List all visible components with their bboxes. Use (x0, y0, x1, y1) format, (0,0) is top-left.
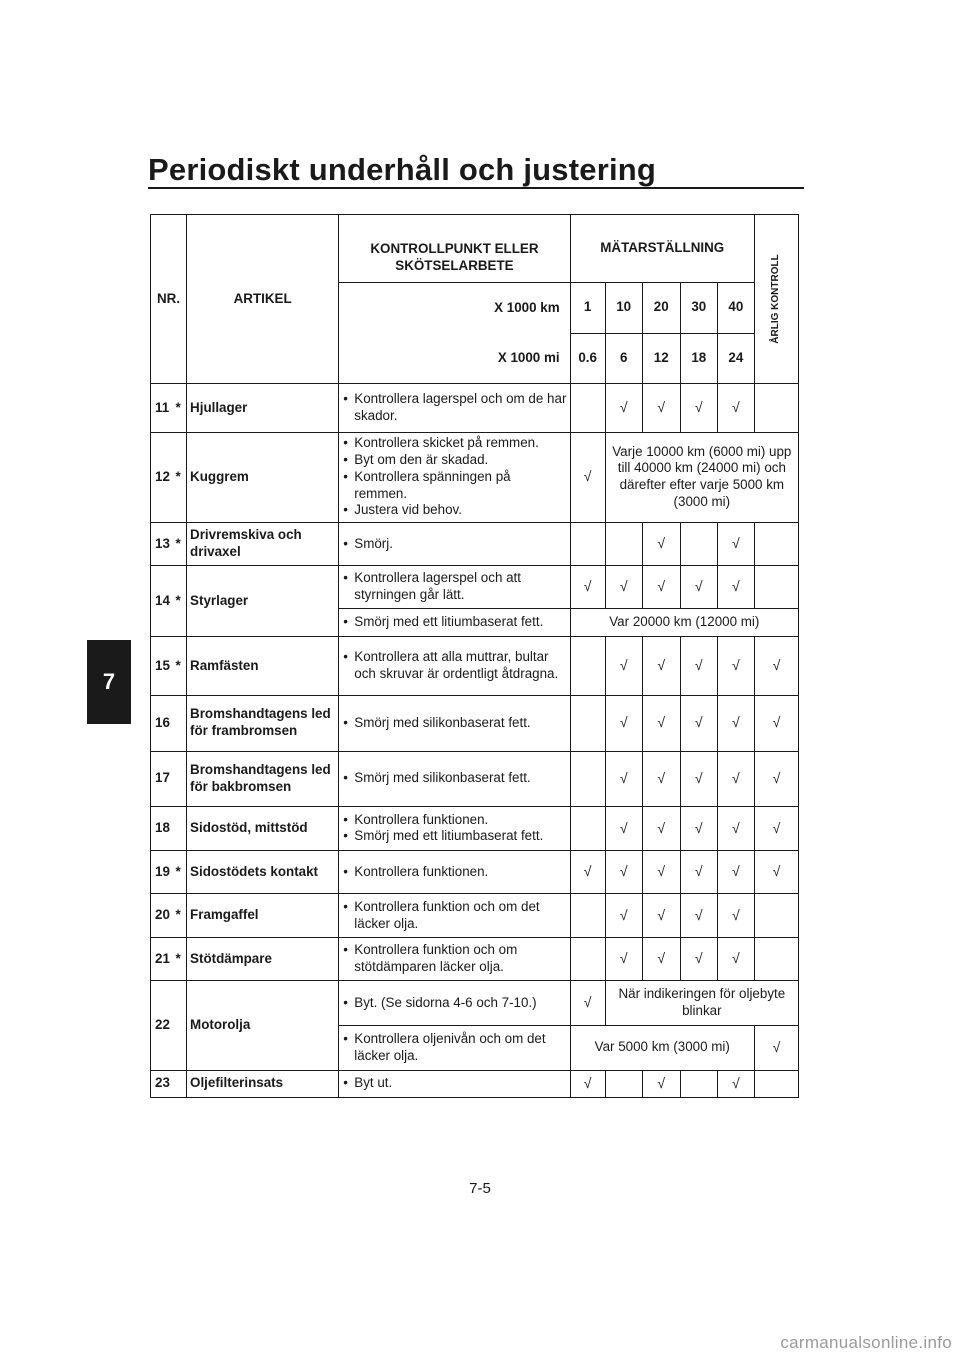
work-cell (339, 384, 570, 433)
row-number: 14 (151, 566, 176, 637)
check-cell (605, 522, 642, 566)
check-cell: √ (717, 1070, 754, 1097)
check-cell: √ (754, 695, 798, 751)
row-star (176, 751, 187, 807)
row-number: 17 (151, 751, 176, 807)
header-mi-label: X 1000 mi (339, 333, 570, 384)
table-row (151, 566, 799, 609)
row-item: Drivremskiva och drivaxel (187, 522, 339, 566)
check-cell: √ (570, 432, 605, 522)
table-row (151, 894, 799, 938)
work-list (342, 899, 566, 933)
row-star: * (176, 566, 187, 637)
check-cell: √ (570, 850, 605, 894)
check-cell (754, 566, 798, 609)
check-cell: √ (754, 637, 798, 696)
check-cell: √ (680, 751, 717, 807)
row-number: 20 (151, 894, 176, 938)
header-artikel: ARTIKEL (187, 215, 339, 384)
header-mi-value: 0.6 (570, 333, 605, 384)
check-cell (570, 384, 605, 433)
row-item: Oljefilterinsats (187, 1070, 339, 1097)
page-title: Periodiskt underhåll och justering (148, 152, 657, 187)
table-row (151, 850, 799, 894)
work-list (342, 1075, 566, 1092)
work-list (342, 614, 566, 631)
check-cell: √ (717, 894, 754, 938)
table-row (151, 1070, 799, 1097)
check-cell: √ (717, 937, 754, 981)
check-cell: √ (754, 751, 798, 807)
check-cell: √ (717, 566, 754, 609)
work-list (342, 995, 566, 1012)
interval-note: När indikeringen för oljebyte blinkar (605, 981, 798, 1026)
check-cell (570, 751, 605, 807)
check-cell: √ (680, 637, 717, 696)
check-cell: √ (642, 1070, 680, 1097)
work-item: • Kontrollera funktion och om det läcker olja. (342, 899, 566, 933)
arlig-kontroll-label: ÅRLIG KONTROLL (770, 254, 782, 344)
check-cell: √ (605, 937, 642, 981)
work-list (342, 812, 566, 846)
work-list (342, 649, 566, 683)
work-cell (339, 522, 570, 566)
work-cell (339, 432, 570, 522)
work-item: • Kontrollera att alla muttrar, bultar och skruvar är ordentligt åtdragna. (342, 649, 566, 683)
check-cell: √ (605, 894, 642, 938)
table-row (151, 807, 799, 851)
work-item: • Kontrollera oljenivån och om det läcker olja. (342, 1031, 566, 1065)
check-cell: √ (605, 384, 642, 433)
work-cell (339, 637, 570, 696)
row-item: Sidostöd, mittstöd (187, 807, 339, 851)
check-cell: √ (642, 894, 680, 938)
check-cell (605, 1070, 642, 1097)
header-mi-value: 18 (680, 333, 717, 384)
check-cell: √ (642, 937, 680, 981)
row-number: 13 (151, 522, 176, 566)
work-list (342, 536, 566, 553)
check-cell: √ (680, 850, 717, 894)
check-cell (570, 522, 605, 566)
check-cell: √ (717, 751, 754, 807)
check-cell (570, 937, 605, 981)
table-row (151, 637, 799, 696)
check-cell: √ (642, 384, 680, 433)
header-mi-value: 24 (717, 333, 754, 384)
check-cell: √ (717, 637, 754, 696)
check-cell: √ (680, 894, 717, 938)
check-cell: √ (642, 637, 680, 696)
check-cell: √ (570, 1070, 605, 1097)
row-item: Bromshandtagens led för bakbromsen (187, 751, 339, 807)
header-nr: NR. (151, 215, 187, 384)
work-cell (339, 807, 570, 851)
check-cell (754, 937, 798, 981)
table-row (151, 751, 799, 807)
work-cell (339, 1025, 570, 1070)
check-cell (680, 1070, 717, 1097)
row-item: Kuggrem (187, 432, 339, 522)
row-number: 12 (151, 432, 176, 522)
work-list (342, 942, 566, 976)
chapter-tab: 7 (87, 640, 131, 724)
check-cell: √ (605, 751, 642, 807)
work-cell (339, 566, 570, 609)
work-list (342, 570, 566, 604)
check-cell: √ (717, 807, 754, 851)
row-item: Motorolja (187, 981, 339, 1070)
row-star (176, 981, 187, 1070)
row-star: * (176, 937, 187, 981)
check-cell: √ (717, 522, 754, 566)
row-star (176, 695, 187, 751)
check-cell: √ (680, 937, 717, 981)
table-row (151, 522, 799, 566)
work-list (342, 1031, 566, 1065)
work-item: • Kontrollera funktionen. (342, 812, 566, 829)
work-list (342, 715, 566, 732)
row-number: 23 (151, 1070, 176, 1097)
table-row (151, 937, 799, 981)
check-cell: √ (642, 751, 680, 807)
check-cell (570, 695, 605, 751)
check-cell: √ (717, 850, 754, 894)
row-item: Ramfästen (187, 637, 339, 696)
check-cell (680, 522, 717, 566)
watermark: carmanualsonline.info (780, 1333, 952, 1352)
row-star: * (176, 894, 187, 938)
check-cell: √ (605, 695, 642, 751)
work-list (342, 770, 566, 787)
work-item: • Smörj med ett litiumbaserat fett. (342, 828, 566, 845)
check-cell (570, 637, 605, 696)
row-item: Stötdämpare (187, 937, 339, 981)
header-matarstallning: MÄTARSTÄLLNING (570, 215, 754, 283)
check-cell: √ (754, 807, 798, 851)
check-cell: √ (717, 384, 754, 433)
work-list (342, 391, 566, 425)
work-cell (339, 1070, 570, 1097)
work-item: • Kontrollera spänningen på remmen. (342, 469, 566, 503)
table-row (151, 981, 799, 1026)
work-item: • Kontrollera skicket på remmen. (342, 435, 566, 452)
table-row (151, 432, 799, 522)
row-number: 22 (151, 981, 176, 1070)
check-cell: √ (754, 850, 798, 894)
row-star: * (176, 432, 187, 522)
row-star: * (176, 637, 187, 696)
row-item: Hjullager (187, 384, 339, 433)
check-cell: √ (642, 850, 680, 894)
interval-note: Varje 10000 km (6000 mi) upp till 40000 km (24000 mi) och därefter efter varje 5000 km (3000 mi) (605, 432, 798, 522)
row-number: 21 (151, 937, 176, 981)
check-cell (754, 384, 798, 433)
work-item: • Kontrollera funktion och om stötdämparen läcker olja. (342, 942, 566, 976)
work-cell (339, 981, 570, 1026)
check-cell: √ (642, 566, 680, 609)
row-item: Framgaffel (187, 894, 339, 938)
work-item: • Smörj med silikonbaserat fett. (342, 770, 566, 787)
table-row (151, 384, 799, 433)
work-cell (339, 608, 570, 636)
check-cell: √ (717, 695, 754, 751)
work-item: • Kontrollera funktionen. (342, 864, 566, 881)
title-underline (148, 187, 804, 189)
check-cell: √ (680, 384, 717, 433)
row-item: Sidostödets kontakt (187, 850, 339, 894)
row-number: 18 (151, 807, 176, 851)
header-mi-value: 12 (642, 333, 680, 384)
check-cell (754, 894, 798, 938)
work-cell (339, 751, 570, 807)
row-number: 16 (151, 695, 176, 751)
work-cell (339, 695, 570, 751)
row-number: 19 (151, 850, 176, 894)
header-mi-value: 6 (605, 333, 642, 384)
header-km-label: X 1000 km (339, 282, 570, 333)
table-row (151, 695, 799, 751)
work-cell (339, 850, 570, 894)
check-cell: √ (605, 850, 642, 894)
work-item: • Kontrollera lagerspel och om de har skador. (342, 391, 566, 425)
check-cell (570, 807, 605, 851)
check-cell: √ (680, 566, 717, 609)
page-number: 7-5 (469, 1180, 491, 1197)
check-cell: √ (642, 695, 680, 751)
work-item: • Justera vid behov. (342, 502, 566, 519)
check-cell: √ (680, 695, 717, 751)
header-kontrollpunkt-text: KONTROLLPUNKT ELLER SKÖTSELARBETE (370, 241, 539, 273)
check-cell: √ (642, 807, 680, 851)
check-cell (754, 1070, 798, 1097)
check-cell (754, 522, 798, 566)
header-km-value: 40 (717, 282, 754, 333)
work-item: • Byt ut. (342, 1075, 566, 1092)
row-item: Styrlager (187, 566, 339, 637)
work-item: • Byt om den är skadad. (342, 452, 566, 469)
row-number: 11 (151, 384, 176, 433)
row-number: 15 (151, 637, 176, 696)
work-cell (339, 937, 570, 981)
row-star (176, 807, 187, 851)
check-cell: √ (642, 522, 680, 566)
check-cell: √ (754, 1025, 798, 1070)
row-item: Bromshandtagens led för frambromsen (187, 695, 339, 751)
header-km-value: 1 (570, 282, 605, 333)
work-item: • Byt. (Se sidorna 4-6 och 7-10.) (342, 995, 566, 1012)
check-cell: √ (605, 566, 642, 609)
work-item: • Smörj. (342, 536, 566, 553)
work-item: • Smörj med silikonbaserat fett. (342, 715, 566, 732)
interval-note: Var 20000 km (12000 mi) (570, 608, 798, 636)
header-km-value: 10 (605, 282, 642, 333)
work-cell (339, 894, 570, 938)
header-kontrollpunkt (339, 215, 570, 283)
header-km-value: 30 (680, 282, 717, 333)
header-arlig-kontroll (754, 215, 798, 384)
check-cell (570, 894, 605, 938)
work-item: • Kontrollera lagerspel och att styrningen går lätt. (342, 570, 566, 604)
check-cell: √ (605, 637, 642, 696)
header-km-value: 20 (642, 282, 680, 333)
check-cell: √ (570, 981, 605, 1026)
check-cell: √ (570, 566, 605, 609)
row-star: * (176, 522, 187, 566)
work-list (342, 864, 566, 881)
check-cell: √ (605, 807, 642, 851)
work-item: • Smörj med ett litiumbaserat fett. (342, 614, 566, 631)
interval-note: Var 5000 km (3000 mi) (570, 1025, 754, 1070)
row-star: * (176, 384, 187, 433)
row-star (176, 1070, 187, 1097)
check-cell: √ (680, 807, 717, 851)
maintenance-table (150, 214, 799, 1098)
row-star: * (176, 850, 187, 894)
work-list (342, 435, 566, 519)
